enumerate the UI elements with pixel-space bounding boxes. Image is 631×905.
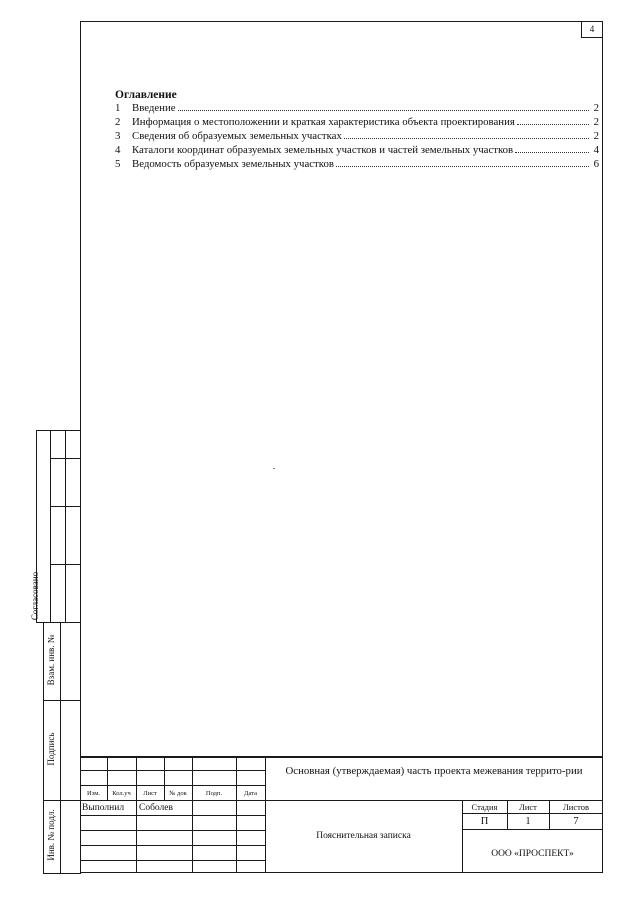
toc-entry-number: 2	[115, 116, 121, 128]
toc-entry-5[interactable]	[115, 158, 599, 172]
title-block-line	[192, 756, 193, 873]
side-stamp-line	[43, 700, 81, 701]
toc-entry-2[interactable]	[115, 116, 599, 130]
toc-entry-number: 3	[115, 130, 121, 142]
side-stamp-inv-original: Инв. № подл.	[46, 809, 56, 861]
title-block-line	[236, 756, 237, 873]
toc-entry-page: 2	[593, 116, 599, 128]
header-signature: Подп.	[205, 790, 223, 797]
sheets-value: 7	[573, 816, 579, 827]
toc-title: Оглавление	[115, 89, 177, 101]
toc-entry-number: 1	[115, 102, 121, 114]
table-of-contents	[115, 102, 599, 172]
toc-entry-text: Каталоги координат образуемых земельных участков и частей земельных участков	[132, 144, 514, 156]
toc-entry-page: 6	[593, 158, 599, 170]
document-type: Пояснительная записка	[316, 831, 411, 841]
side-stamp-agreed: Согласовано	[30, 571, 40, 621]
title-block-line	[80, 815, 265, 816]
toc-entry-text: Информация о местоположении и краткая характеристика объекта проектирования	[132, 116, 515, 128]
title-block-line	[462, 829, 603, 830]
toc-leader	[515, 152, 589, 153]
toc-entry-text: Ведомость образуемых земельных участков	[132, 158, 334, 170]
side-stamp-inv-replace: Взам. инв. №	[46, 634, 56, 686]
toc-entry-number: 4	[115, 144, 121, 156]
toc-entry-page: 4	[593, 144, 599, 156]
side-stamp-line	[60, 622, 61, 873]
document-title: Основная (утверждаемая) часть проекта межевания террито-рии	[285, 765, 583, 777]
side-stamp-line	[50, 458, 81, 459]
title-block-line	[80, 845, 265, 846]
toc-entry-page: 2	[593, 130, 599, 142]
header-kol-uch: Кол.уч	[112, 790, 131, 797]
performed-name: Соболев	[139, 803, 173, 813]
toc-leader	[344, 138, 589, 139]
side-stamp-line	[50, 564, 81, 565]
title-block-line	[265, 756, 266, 873]
header-list: Лист	[143, 790, 157, 797]
side-stamp-line	[36, 430, 81, 431]
scan-speck	[273, 468, 275, 469]
toc-entry-text: Сведения об образуемых земельных участках	[132, 130, 342, 142]
side-stamp-line	[43, 873, 81, 874]
sheet-label: Лист	[519, 802, 537, 812]
performed-label: Выполнил	[82, 803, 125, 813]
page-number: 4	[589, 24, 595, 34]
organization-name: ООО «ПРОСПЕКТ»	[491, 849, 574, 859]
header-date: Дата	[244, 790, 257, 797]
header-doc-number: № док	[169, 790, 187, 797]
side-stamp-line	[43, 622, 44, 873]
stage-value: П	[480, 816, 489, 827]
toc-entry-3[interactable]	[115, 130, 599, 144]
toc-entry-text: Введение	[132, 102, 176, 114]
title-block-line	[462, 813, 603, 814]
side-stamp-line	[50, 506, 81, 507]
toc-leader	[178, 110, 589, 111]
title-block-line	[80, 756, 603, 758]
toc-entry-number: 5	[115, 158, 121, 170]
toc-leader	[517, 124, 589, 125]
page-number-box	[581, 21, 603, 38]
header-izm: Изм.	[87, 790, 100, 797]
sheets-label: Листов	[563, 802, 589, 812]
title-block-line	[80, 830, 265, 831]
stage-label: Стадия	[471, 802, 498, 812]
title-block-line	[80, 860, 265, 861]
sheet-value: 1	[525, 816, 531, 827]
side-stamp-signature: Подпись	[46, 732, 56, 766]
title-block-line	[136, 756, 137, 873]
toc-entry-4[interactable]	[115, 144, 599, 158]
toc-entry-page: 2	[593, 102, 599, 114]
toc-entry-1[interactable]	[115, 102, 599, 116]
toc-leader	[336, 166, 589, 167]
